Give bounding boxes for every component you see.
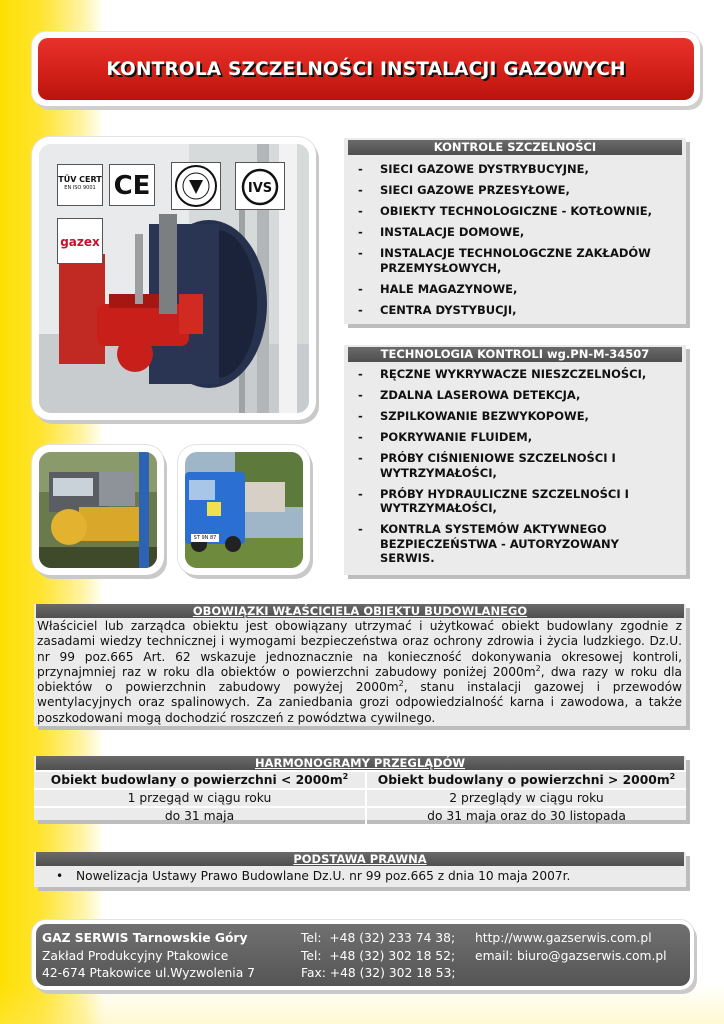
service-van-illustration (185, 452, 303, 568)
list-item: - INSTALACJE TECHNOLOGCZNE ZAKŁADÓW PRZEMYSŁOWYCH, (358, 246, 651, 275)
tuv-logo-sub: EN ISO 9001 (64, 185, 96, 191)
website-link[interactable]: http://www.gazserwis.com.pl (475, 931, 652, 945)
table-cell: 1 przegąd w ciągu roku (34, 789, 366, 807)
list-item: - HALE MAGAZYNOWE, (358, 281, 518, 296)
ce-logo (109, 164, 155, 206)
van-license-plate (191, 534, 219, 542)
email-link[interactable]: email: biuro@gazserwis.com.pl (475, 948, 667, 963)
technologia-header: TECHNOLOGIA KONTROLI wg.PN-M-34507 (348, 347, 682, 362)
bottom-yellow-fade (0, 984, 724, 1024)
technologia-box (344, 345, 686, 575)
list-item: - KONTRLA SYSTEMÓW AKTYWNEGO BEZPIECZEŃSTWA - AUTORYZOWANY SERWIS. (358, 522, 619, 565)
podstawa-box (34, 852, 686, 887)
harmonogramy-header: HARMONOGRAMY PRZEGLĄDÓW (36, 756, 684, 770)
harmonogramy-box (34, 756, 686, 823)
obowiazki-box (34, 604, 686, 726)
boiler-photo (39, 144, 309, 413)
ce-logo-text: CE (113, 171, 151, 201)
table-row (34, 807, 686, 824)
harmonogramy-table (34, 770, 686, 824)
gazex-logo-text: gazex (60, 235, 100, 249)
company-name: GAZ SERWIS Tarnowskie Góry (42, 931, 248, 945)
table-header-cell: Obiekt budowlany o powierzchni < $2000m^2$ (34, 771, 366, 789)
footer-web-column (475, 930, 667, 965)
table-cell: 2 przeglądy w ciągu roku (366, 789, 686, 807)
list-item: - RĘCZNE WYKRYWACZE NIESZCZELNOŚCI, (358, 367, 647, 381)
udt-cert-seal-icon (172, 163, 220, 209)
table-header-cell: Obiekt budowlany o powierzchni > $2000m^2$ (366, 771, 686, 789)
technologia-list (344, 362, 686, 576)
kontrole-box (344, 138, 686, 324)
footer-address-column (42, 930, 255, 983)
table-row (34, 789, 686, 807)
law-item-text: Nowelizacja Ustawy Prawo Budowlane Dz.U. nr 99 poz.665 z dnia 10 maja 2007r. (76, 869, 571, 883)
tuv-logo-text: TÜV CERT (58, 175, 102, 184)
boiler-photo-frame (32, 137, 316, 420)
gazex-logo (57, 218, 103, 264)
service-van-photo (185, 452, 303, 568)
service-van-photo-frame (178, 445, 310, 575)
van-plate-text: ST 9N 87 (193, 535, 217, 541)
phone-1: Tel: +48 (32) 233 74 38; (301, 931, 456, 945)
ivs-logo-text: IVS (247, 181, 273, 196)
title-banner (32, 32, 700, 106)
list-item: - OBIEKTY TECHNOLOGICZNE - KOTŁOWNIE, (358, 204, 652, 218)
list-item: - ZDALNA LASEROWA DETEKCJA, (358, 388, 581, 402)
podstawa-header: PODSTAWA PRAWNA (36, 852, 684, 866)
kontrole-header: KONTROLE SZCZELNOŚCI (348, 140, 682, 155)
obowiazki-paragraph: Właściciel lub zarządca obiektu jest obowiązany utrzymać i użytkować obiekt budowlany zgodnie z zasadami wiedzy technicznej i wymogami bezpieczeństwa oraz ochrony zdrowia i życia ludzkiego. Dz.U. nr 99 poz.665 Art. 62 wskazuje jednoznacznie na konieczność dokonywania okresowej kontroli, przynajmniej raz w roku dla obiektów o powierzchni zabudowy poniżej $2000m^2$, dwa razy w roku dla obiektów o powierzchnin zabudowy powyżej $2000m^2$, stanu instalacji gazowej i przewodów wentylacyjnych oraz spalinowych. Za zaniedbania grozi odpowiedzialność karna i zawodowa, a także poszkodowani mogą dochodzić roszczeń z powództwa cywilnego. (37, 619, 682, 725)
ivs-cert-icon (236, 163, 284, 209)
list-item: - PRÓBY HYDRAULICZNE SZCZELNOŚCI I WYTRZYMAŁOŚCI, (358, 486, 629, 515)
bullet: • (56, 869, 64, 883)
kontrole-list (344, 155, 686, 328)
table-header-row (34, 771, 686, 789)
law-item (34, 866, 686, 886)
list-item: - INSTALACJE DOMOWE, (358, 225, 525, 239)
list-item: - PRÓBY CIŚNIENIOWE SZCZELNOŚCI I WYTRZYMAŁOŚCI, (358, 451, 616, 480)
list-item: - SZPILKOWANIE BEZWYKOPOWE, (358, 409, 589, 423)
list-item: - CENTRA DYSTYBUCJI, (358, 302, 517, 317)
fax: Fax: +48 (32) 302 18 53; (301, 966, 456, 980)
title-box (38, 38, 694, 100)
obowiazki-header: OBOWIĄZKI WŁAŚCICIELA OBIEKTU BUDOWLANEGO (36, 604, 684, 618)
list-item: - SIECI GAZOWE PRZESYŁOWE, (358, 183, 570, 197)
gas-meter-photo (39, 452, 157, 568)
page-title: KONTROLA SZCZELNOŚCI INSTALACJI GAZOWYCH (106, 58, 626, 80)
phone-2: Tel: +48 (32) 302 18 52; (301, 948, 456, 963)
footer-frame (32, 920, 694, 990)
tuv-logo (57, 164, 103, 206)
table-cell: do 31 maja (34, 807, 366, 824)
udt-cert-logo (171, 162, 221, 210)
company-address: 42-674 Ptakowice ul.Wyzwolenia 7 (42, 966, 255, 980)
gas-meter-photo-frame (32, 445, 164, 575)
plant-name: Zakład Produkcyjny Ptakowice (42, 948, 229, 963)
footer (36, 924, 690, 986)
table-cell: do 31 maja oraz do 30 listopada (366, 807, 686, 824)
list-item: - POKRYWANIE FLUIDEM, (358, 430, 533, 444)
gas-meter-illustration (39, 452, 157, 568)
list-item: - SIECI GAZOWE DYSTRYBUCYJNE, (358, 162, 589, 176)
ivs-logo (235, 162, 285, 210)
footer-phone-column (301, 930, 456, 983)
